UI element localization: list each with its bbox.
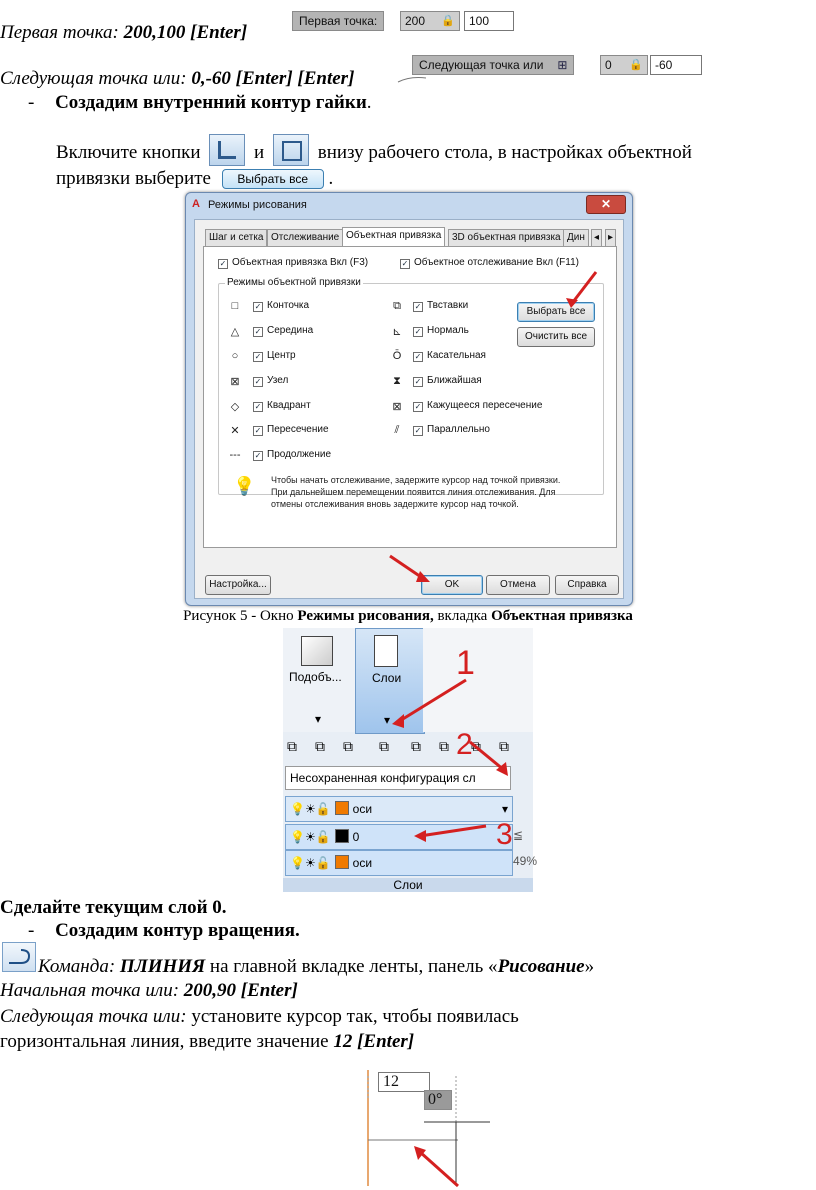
settings-button[interactable]: Настройка... <box>205 575 271 595</box>
dropdown-arrow-icon: ▾ <box>315 712 322 726</box>
dynamic-input-x-value: 200 <box>405 14 426 28</box>
insertion-checkbox[interactable]: ✓ <box>414 302 422 311</box>
command-line <box>38 956 594 978</box>
polyline-glyph <box>3 943 35 971</box>
layer-tool-icon[interactable]: ⧉ <box>287 738 297 754</box>
nearest-icon: ⧗ <box>393 375 401 387</box>
center-icon: ○ <box>231 350 239 362</box>
parallel-icon: ⫽ <box>394 424 400 436</box>
layer-tool-icon[interactable]: ⧉ <box>343 738 353 754</box>
next-point-label: Следующая точка или: <box>0 68 192 89</box>
instruction-text: привязки выберите <box>56 168 211 189</box>
dialog-title: Режимы рисования <box>208 199 307 211</box>
layer-tool-icon[interactable]: ⧉ <box>439 738 449 754</box>
layer-tool-icon[interactable]: ⧉ <box>411 738 421 754</box>
tab-3d-object-snap[interactable]: 3D объектная привязка <box>448 229 565 247</box>
subobject-button[interactable] <box>283 628 356 732</box>
layer-name: 0 <box>352 830 360 844</box>
extension-label: Продолжение <box>267 449 332 460</box>
lightbulb-icon: 💡 <box>233 476 256 496</box>
first-point-label: Первая точка: <box>0 22 124 43</box>
clear-all-button[interactable]: Очистить все <box>517 327 595 347</box>
layer-name: оси <box>352 856 373 870</box>
tangent-checkbox[interactable]: ✓ <box>414 352 422 361</box>
annotation-number-2: 2 <box>456 728 473 761</box>
layer-tool-icon[interactable]: ⧉ <box>379 738 389 754</box>
parallel-checkbox[interactable]: ✓ <box>414 426 422 435</box>
hint-line: отмены отслеживания вновь задержите курсор над точкой. <box>271 499 519 509</box>
help-button[interactable]: Справка <box>555 575 619 595</box>
step-inner-contour <box>28 92 372 114</box>
command-close: » <box>584 956 595 977</box>
dynamic-input-x[interactable] <box>400 11 460 31</box>
select-all-button-image[interactable]: Выбрать все <box>222 169 324 189</box>
midpoint-icon: △ <box>230 326 240 338</box>
dynamic-input-x[interactable] <box>600 55 648 75</box>
nearest-checkbox[interactable]: ✓ <box>414 377 422 386</box>
polyline-icon[interactable] <box>2 942 36 972</box>
instruction-text-and: и <box>254 142 265 163</box>
cube-icon <box>301 636 333 666</box>
extension-checkbox[interactable]: ✓ <box>254 451 262 460</box>
tangent-icon: Ō <box>392 350 402 362</box>
dynamic-input-x-value: 0 <box>605 58 612 72</box>
quadrant-icon: ◇ <box>230 401 240 413</box>
hint-line: Чтобы начать отслеживание, задержите курсор над точкой привязки. <box>271 475 561 485</box>
figure-caption <box>0 608 816 625</box>
dynamic-input-y[interactable]: 100 <box>464 11 514 31</box>
object-snap-icon[interactable] <box>273 134 309 166</box>
intersection-icon: ✕ <box>230 425 240 437</box>
insertion-label: Твставки <box>427 300 469 311</box>
instruction-line-2 <box>56 168 333 190</box>
start-point-label: Начальная точка или: <box>0 980 184 1001</box>
step-title: Создадим внутренний контур гайки <box>55 92 367 113</box>
dynamic-input-label <box>412 55 574 75</box>
next-point-text: горизонтальная линия, введите значение <box>0 1031 334 1052</box>
perpendicular-icon: ⊾ <box>392 326 402 338</box>
red-arrows <box>380 266 620 586</box>
node-label: Узел <box>267 375 289 386</box>
tangent-label: Касательная <box>427 350 486 361</box>
extension-icon: --- <box>229 449 241 461</box>
ribbon-side-text: 49% <box>513 854 538 868</box>
layer-tool-icon[interactable]: ⧉ <box>471 738 481 754</box>
dynamic-input-y[interactable]: -60 <box>650 55 702 75</box>
autocad-logo-icon: A <box>192 198 200 210</box>
tab-tracking[interactable]: Отслеживание <box>267 229 343 247</box>
caption-text: Рисунок 5 - Окно <box>183 608 298 624</box>
angle-display: 0° <box>424 1090 452 1110</box>
node-icon: ⊠ <box>230 376 240 388</box>
command-rest: на главной вкладке ленты, панель « <box>205 956 498 977</box>
dynamic-input-label: Первая точка: <box>292 11 384 31</box>
subobject-label: Подобъ... <box>289 670 342 684</box>
snap-on-checkbox[interactable]: ✓ <box>219 259 227 268</box>
options-icon: ⊞ <box>557 58 568 72</box>
midpoint-label: Середина <box>267 325 314 336</box>
bullet: - <box>28 92 35 113</box>
instruction-end: . <box>328 168 334 189</box>
nearest-label: Ближайшая <box>427 375 482 386</box>
dynamic-input-label-text: Следующая точка или <box>419 58 544 72</box>
ortho-mode-icon[interactable] <box>209 134 245 166</box>
tab-snap-grid[interactable]: Шаг и сетка <box>205 229 267 247</box>
apparent-intersection-label: Кажущееся пересечение <box>427 400 543 411</box>
endpoint-label: Конточка <box>267 300 310 311</box>
annotation-number-1: 1 <box>456 644 475 682</box>
chevron-down-icon: ▾ <box>501 802 508 816</box>
cancel-button[interactable]: Отмена <box>486 575 550 595</box>
start-point-line <box>0 980 298 1002</box>
next-point-label: Следующая точка или: <box>0 1006 187 1027</box>
next-point-rest: установите курсор так, чтобы появилась <box>186 1006 519 1027</box>
layer-name: оси <box>352 802 373 816</box>
make-current-line: Сделайте текущим слой 0. <box>0 897 227 918</box>
first-point-value: 200,100 [Enter] <box>123 22 248 43</box>
lock-icon: 🔒 <box>629 59 643 71</box>
instruction-text: Включите кнопки <box>56 142 201 163</box>
first-point-line <box>0 22 247 44</box>
close-button[interactable]: ✕ <box>586 195 626 214</box>
intersection-checkbox[interactable]: ✓ <box>254 426 262 435</box>
apparent-intersection-icon: ⊠ <box>392 401 402 413</box>
endpoint-checkbox[interactable]: ✓ <box>254 302 262 311</box>
dynamic-input-next-point <box>412 54 702 76</box>
lock-icon: 🔒 <box>441 15 455 27</box>
layer-state-select[interactable]: Несохраненная конфигурация сл <box>285 766 511 790</box>
instruction-line-1 <box>56 134 692 166</box>
color-swatch-orange <box>335 855 349 869</box>
dynamic-input-first-point <box>292 10 522 32</box>
instruction-text-rest: внизу рабочего стола, в настройках объектной <box>317 142 692 163</box>
length-input[interactable]: 12 <box>378 1072 430 1092</box>
ok-button[interactable]: OK <box>421 575 483 595</box>
tab-scroll-right[interactable]: ▸ <box>605 229 616 247</box>
start-point-value: 200,90 [Enter] <box>183 980 298 1001</box>
bullet: - <box>28 920 35 941</box>
layer-state-icons: 💡☀🔓 <box>290 802 331 816</box>
tracking-on-checkbox[interactable]: ✓ <box>401 259 409 268</box>
snap-on-label: Объектная привязка Вкл (F3) <box>232 257 369 268</box>
drawing-preview <box>360 1068 500 1188</box>
command-panel: Рисование <box>497 956 585 977</box>
panel-title: Слои <box>283 878 533 892</box>
layer-tool-icon[interactable]: ⧉ <box>499 738 509 754</box>
tracking-on-label: Объектное отслеживание Вкл (F11) <box>414 257 579 268</box>
perpendicular-checkbox[interactable]: ✓ <box>414 327 422 336</box>
quadrant-label: Квадрант <box>267 400 311 411</box>
ribbon-side-text: ≦ <box>513 828 524 842</box>
midpoint-checkbox[interactable]: ✓ <box>254 327 262 336</box>
command-label: Команда: <box>38 956 120 977</box>
color-swatch-black <box>335 829 349 843</box>
layer-tool-icon[interactable]: ⧉ <box>315 738 325 754</box>
caption-mid: вкладка <box>433 608 492 624</box>
select-all-button[interactable]: Выбрать все <box>517 302 595 322</box>
endpoint-icon: □ <box>231 300 239 312</box>
next-point-line <box>0 68 354 90</box>
command-name: ПЛИНИЯ <box>119 956 206 977</box>
apparent-intersection-checkbox[interactable]: ✓ <box>414 402 422 411</box>
caption-bold: Объектная привязка <box>491 608 633 624</box>
insertion-icon: ⧉ <box>393 300 401 312</box>
parallel-label: Параллельно <box>427 424 490 435</box>
layer-state-icons: 💡☀🔓 <box>290 830 331 844</box>
group-title: Режимы объектной привязки <box>227 277 361 288</box>
step-title: Создадим контур вращения. <box>55 920 300 941</box>
layer-state-icons: 💡☀🔓 <box>290 856 331 870</box>
hint-line: При дальнейшем перемещении появится линия отслеживания. Для <box>271 487 556 497</box>
center-checkbox[interactable]: ✓ <box>254 352 262 361</box>
next-point-instruction <box>0 1006 519 1028</box>
dropdown-arrow-icon: ▾ <box>384 713 391 727</box>
annotation-number-3: 3 <box>496 818 513 851</box>
center-label: Центр <box>267 350 296 361</box>
quadrant-checkbox[interactable]: ✓ <box>254 402 262 411</box>
caption-bold: Режимы рисования, <box>297 608 434 624</box>
color-swatch-orange <box>335 801 349 815</box>
next-point-value: 12 [Enter] <box>333 1031 415 1052</box>
layers-label: Слои <box>372 671 402 685</box>
node-checkbox[interactable]: ✓ <box>254 377 262 386</box>
step-revolve-contour <box>28 920 300 942</box>
tab-dynamic[interactable]: Дин <box>563 229 589 247</box>
intersection-label: Пересечение <box>267 424 329 435</box>
tab-object-snap[interactable]: Объектная привязка <box>342 227 445 247</box>
perpendicular-label: Нормаль <box>427 325 469 336</box>
tab-scroll-left[interactable]: ◂ <box>591 229 602 247</box>
next-point-value: 0,-60 [Enter] [Enter] <box>191 68 355 89</box>
next-point-instruction-2 <box>0 1031 414 1053</box>
step-dot: . <box>366 92 372 113</box>
